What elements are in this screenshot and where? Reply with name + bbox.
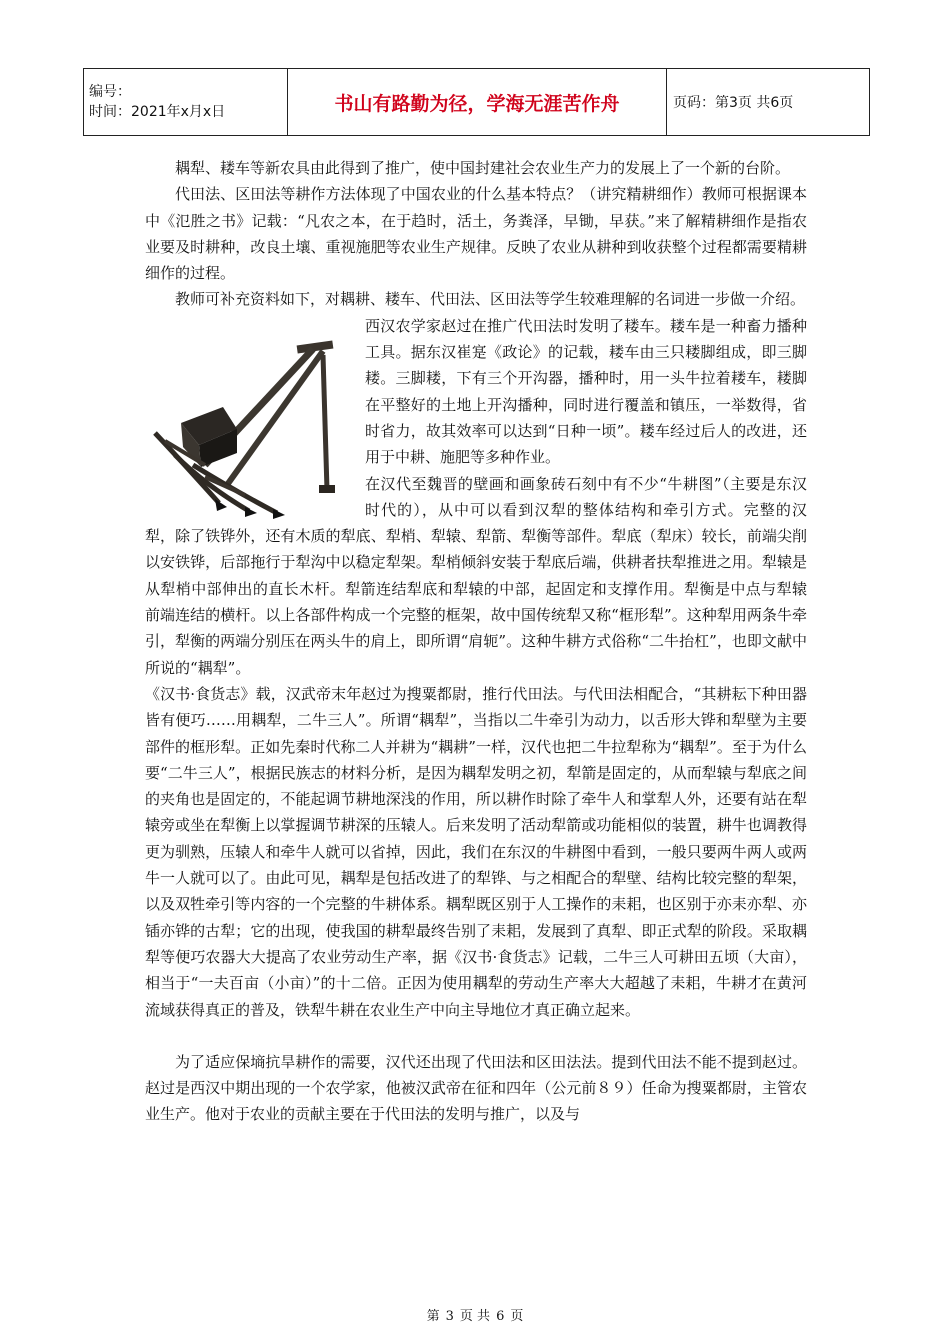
page-info: 页码：第3页 共6页 bbox=[667, 69, 870, 136]
footer-total: 6 bbox=[496, 1309, 505, 1324]
time-label: 时间：2021年x月x日 bbox=[89, 104, 226, 120]
footer-page-num: 3 bbox=[445, 1309, 454, 1324]
serial-label: 编号： bbox=[89, 84, 131, 100]
footer-page-word: 第 bbox=[426, 1309, 440, 1324]
paragraph: 教师可补充资料如下，对耦耕、耧车、代田法、区田法等学生较难理解的名词进一步做一介绍。 bbox=[175, 290, 806, 309]
footer-page-mid: 页 共 bbox=[459, 1309, 491, 1324]
paragraph-gap bbox=[145, 1023, 807, 1049]
header-table bbox=[83, 68, 870, 136]
page-footer bbox=[0, 1305, 950, 1324]
paragraph: 西汉农学家赵过在推广代田法时发明了耧车。耧车是一种畜力播种工具。据东汉崔寔《政论》的记载，耧车由三只耧脚组成，即三脚耧。三脚耧，下有三个开沟器，播种时，用一头牛拉着耧车，耧脚在平整好的土地上开沟播种，同时进行覆盖和镇压，一举数得，省时省力，故其效率可以达到“日种一顷”。耧车经过后人的改进，还用于中耕、施肥等多种作业。 bbox=[365, 316, 807, 467]
paragraph: 《汉书·食货志》载，汉武帝末年赵过为搜粟都尉，推行代田法。与代田法相配合，“其耕耘下种田器皆有便巧……用耦犁，二牛三人”。所谓“耦犁”，当指以二牛牵引为动力，以舌形大铧和犁壁为主要部件的框形犁。正如先秦时代称二人并耕为“耦耕”一样，汉代也把二牛拉犁称为“耦犁”。至于为什么要“二牛三人”，根据民族志的材料分析，是因为耦犁发明之初，犁箭是固定的，从而犁辕与犁底之间的夹角也是固定的，不能起调节耕地深浅的作用，所以耕作时除了牵牛人和掌犁人外，还要有站在犁辕旁或坐在犁衡上以掌握调节耕深的压辕人。后来发明了活动犁箭或功能相似的装置，耕牛也调教得更为驯熟，压辕人和牵牛人就可以省掉，因此，我们在东汉的牛耕图中看到，一般只要两牛两人或两牛一人就可以了。由此可见，耦犁是包括改进了的犁铧、与之相配合的犁壁、结构比较完整的犁架，以及双牲牵引等内容的一个完整的牛耕体系。耦犁既区别于人工操作的耒耜，也区别于亦耒亦犁、亦锸亦铧的古犁；它的出现，使我国的耕犁最终告别了耒耜，发展到了真犁、即正式犁的阶段。采取耦犁等便巧农器大大提高了农业劳动生产率，据《汉书·食货志》记载，二牛三人可耕田五顷（大亩），相当于“一夫百亩（小亩）”的十二倍。正因为使用耦犁的劳动生产率大大超越了耒耜，牛耕才在黄河流域获得真正的普及，铁犁牛耕在农业生产中向主导地位才真正确立起来。 bbox=[145, 684, 807, 1019]
paragraph: 代田法、区田法等耕作方法体现了中国农业的什么基本特点？（讲究精耕细作）教师可根据课本中《氾胜之书》记载：“凡农之本，在于趋时，活土，务粪泽，早锄，早获。”来了解精耕细作是指农业要及时耕种，改良土壤、重视施肥等农业生产规律。反映了农业从耕种到收获整个过程都需要精耕细作的过程。 bbox=[145, 185, 807, 283]
body-text bbox=[145, 155, 807, 1128]
paragraph: 耦犁、耧车等新农具由此得到了推广，使中国封建社会农业生产力的发展上了一个新的台阶。 bbox=[175, 159, 791, 177]
seed-drill-photo bbox=[145, 315, 359, 521]
paragraph: 为了适应保墒抗旱耕作的需要，汉代还出现了代田法和区田法法。提到代田法不能不提到赵过。赵过是西汉中期出现的一个农学家，他被汉武帝在征和四年（公元前８９）任命为搜粟都尉，主管农业生产。他对于农业的贡献主要在于代田法的发明与推广，以及与 bbox=[145, 1052, 807, 1124]
header-left-cell bbox=[84, 69, 288, 136]
paragraph: 在汉代至魏晋的壁画和画象砖石刻中有不少“牛耕图”（主要是东汉时代的），从中可以看到汉犁的整体结构和牵引方式。完整的汉犁，除了铁铧外，还有木质的犁底、犁梢、犁辕、犁箭、犁衡等部件。犁底（犁床）较长，前端尖削以安铁铧，后部拖行于犁沟中以稳定犁架。犁梢倾斜安装于犁底后端，供耕者扶犁推进之用。犁辕是从犁梢中部伸出的直长木杆。犁箭连结犁底和犁辕的中部，起固定和支撑作用。犁衡是中点与犁辕 前端连结的横杆。以上各部件构成一个完整的框架，故中国传统犁又称“框形犁”。这种犁用两条牛牵引，犁衡的两端分别压在两头牛的肩上，即所谓“肩轭”。这种牛耕方式俗称“二牛抬杠”，也即文献中所说的“耦犁”。 bbox=[145, 474, 807, 677]
motto: 书山有路勤为径，学海无涯苦作舟 bbox=[288, 69, 667, 136]
footer-page-end: 页 bbox=[510, 1309, 524, 1324]
